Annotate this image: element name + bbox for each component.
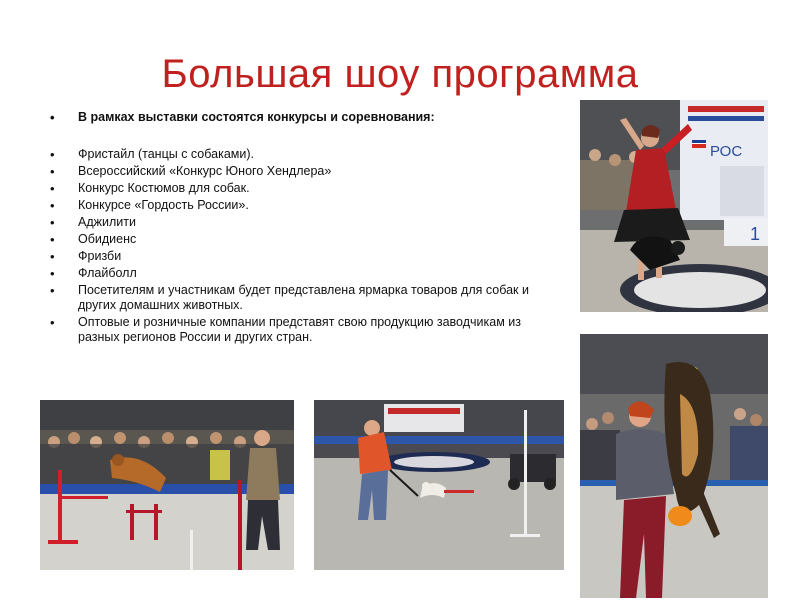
bullet-item: • Фризби: [46, 249, 566, 264]
bullet-item: • Всероссийский «Конкурс Юного Хендлера»: [46, 164, 566, 179]
bullet-item: • Фристайл (танцы с собаками).: [46, 147, 566, 162]
bullet-item: • Конкурс Костюмов для собак.: [46, 181, 566, 196]
sponsor-sign-text: РОС: [710, 143, 743, 160]
agility-tunnel-photo: [314, 400, 564, 570]
frisbee-photo: [580, 334, 768, 598]
bullet-item: • Оптовые и розничные компании представят свою продукцию заводчикам из разных регионов России и других стран.: [46, 315, 566, 345]
bullet-item: • Флайболл: [46, 266, 566, 281]
bullet-item: • В рамках выставки состоятся конкурсы и соревнования:: [46, 110, 566, 125]
slide-title: Большая шоу программа: [161, 52, 639, 96]
bullet-item: • Аджилити: [46, 215, 566, 230]
freestyle-photo: [580, 100, 768, 312]
bullet-item: • Конкурсе «Гордость России».: [46, 198, 566, 213]
bullet-item: • Посетителям и участникам будет представлена ярмарка товаров для собак и других домашних животных.: [46, 283, 566, 313]
ring-number: 1: [750, 224, 761, 244]
agility-jump-photo: [40, 400, 294, 570]
bullet-list: [46, 110, 566, 347]
bullet-item: • Обидиенс: [46, 232, 566, 247]
